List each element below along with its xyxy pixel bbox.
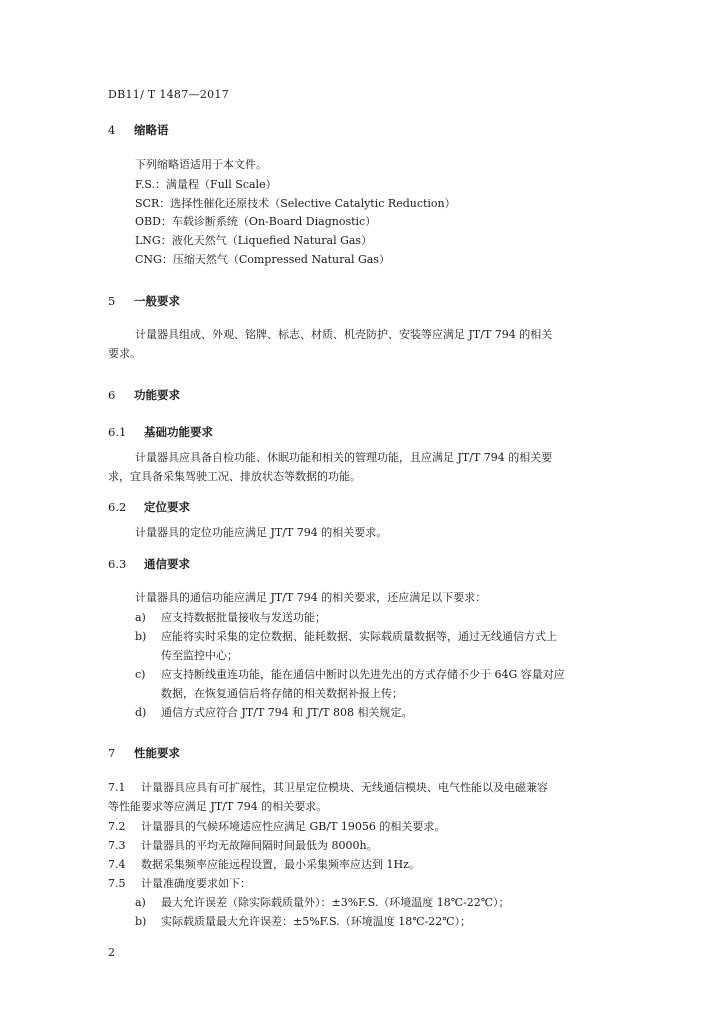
list-marker: d) (135, 706, 147, 719)
section-title: 一般要求 (134, 294, 181, 308)
list-item-text: 传至监控中心； (161, 649, 238, 662)
section-number: 6.2 (108, 500, 127, 514)
list-marker: c) (135, 668, 146, 681)
paragraph: 计量器具的定位功能应满足 JT/T 794 的相关要求。 (135, 526, 388, 539)
clause-text: 数据采集频率应能远程设置，最小采集频率应达到 1Hz。 (141, 858, 420, 871)
clause-text: 计量器具的平均无故障间隔时间最低为 8000h。 (141, 839, 378, 852)
list-marker: a) (135, 611, 146, 624)
clause-number: 7.1 (108, 781, 126, 794)
list-item-text: 应支持断线重连功能，能在通信中断时以先进先出的方式存储不少于 64G 容量对应 (161, 668, 565, 681)
section-7-heading (108, 745, 180, 761)
section-number: 4 (108, 123, 116, 137)
section-title: 功能要求 (134, 388, 181, 402)
section-title: 通信要求 (144, 557, 191, 571)
section-number: 6 (108, 388, 116, 402)
list-marker: a) (135, 896, 146, 909)
abbreviation-item: CNG：压缩天然气（Compressed Natural Gas） (135, 253, 390, 266)
list-item-text: 数据，在恢复通信后将存储的相关数据补报上传； (161, 687, 403, 700)
section-6-1-heading (108, 424, 213, 440)
abbreviation-item: LNG：液化天然气（Liquefied Natural Gas） (135, 234, 373, 247)
clause-number: 7.3 (108, 839, 126, 852)
section-number: 5 (108, 294, 116, 308)
list-item-text: 应能将实时采集的定位数据、能耗数据、实际载质量数据等，通过无线通信方式上 (161, 630, 557, 643)
page-number: 2 (108, 946, 115, 959)
clause-number: 7.2 (108, 820, 126, 833)
abbreviation-item: OBD：车载诊断系统（On-Board Diagnostic） (135, 215, 377, 228)
section-title: 性能要求 (134, 746, 181, 760)
abbreviation-item: SCR：选择性催化还原技术（Selective Catalytic Reduction） (135, 197, 456, 210)
clause-text: 计量器具应具有可扩展性，其卫星定位模块、无线通信模块、电气性能以及电磁兼容 (141, 781, 548, 794)
section-6-2-heading (108, 499, 190, 515)
paragraph-line: 计量器具应具备自检功能、休眠功能和相关的管理功能，且应满足 JT/T 794 的相关要 (135, 451, 553, 464)
section-4-heading (108, 122, 169, 138)
document-header: DB11/ T 1487—2017 (108, 88, 230, 101)
paragraph: 计量器具的通信功能应满足 JT/T 794 的相关要求，还应满足以下要求： (135, 591, 487, 604)
list-item-text: 最大允许误差（除实际载质量外）：±3%F.S.（环境温度 18℃-22℃）； (161, 896, 510, 909)
clause-text: 计量器具的气候环境适应性应满足 GB/T 19056 的相关要求。 (141, 820, 446, 833)
paragraph: 下列缩略语适用于本文件。 (135, 158, 267, 171)
clause-number: 7.5 (108, 877, 126, 890)
section-title: 基础功能要求 (144, 425, 214, 439)
clause-number: 7.4 (108, 858, 126, 871)
section-title: 缩略语 (134, 123, 169, 137)
paragraph-line: 求，宜具备采集驾驶工况、排放状态等数据的功能。 (108, 470, 361, 483)
paragraph-line: 要求。 (108, 347, 141, 360)
section-6-heading (108, 387, 180, 403)
abbreviation-item: F.S.：满量程（Full Scale） (135, 178, 277, 191)
paragraph-line: 计量器具组成、外观、铭牌、标志、材质、机壳防护、安装等应满足 JT/T 794 的相关 (135, 328, 553, 341)
section-number: 6.1 (108, 425, 127, 439)
section-title: 定位要求 (144, 500, 191, 514)
list-item-text: 实际载质量最大允许误差：±5%F.S.（环境温度 18℃-22℃）； (161, 915, 472, 928)
section-6-3-heading (108, 556, 190, 572)
clause-text: 计量准确度要求如下： (141, 877, 251, 890)
list-item-text: 应支持数据批量接收与发送功能； (161, 611, 326, 624)
list-marker: b) (135, 630, 147, 643)
clause-text: 等性能要求等应满足 JT/T 794 的相关要求。 (108, 800, 328, 813)
list-marker: b) (135, 915, 147, 928)
list-item-text: 通信方式应符合 JT/T 794 和 JT/T 808 相关规定。 (161, 706, 413, 719)
section-5-heading (108, 293, 180, 309)
section-number: 7 (108, 746, 116, 760)
section-number: 6.3 (108, 557, 127, 571)
